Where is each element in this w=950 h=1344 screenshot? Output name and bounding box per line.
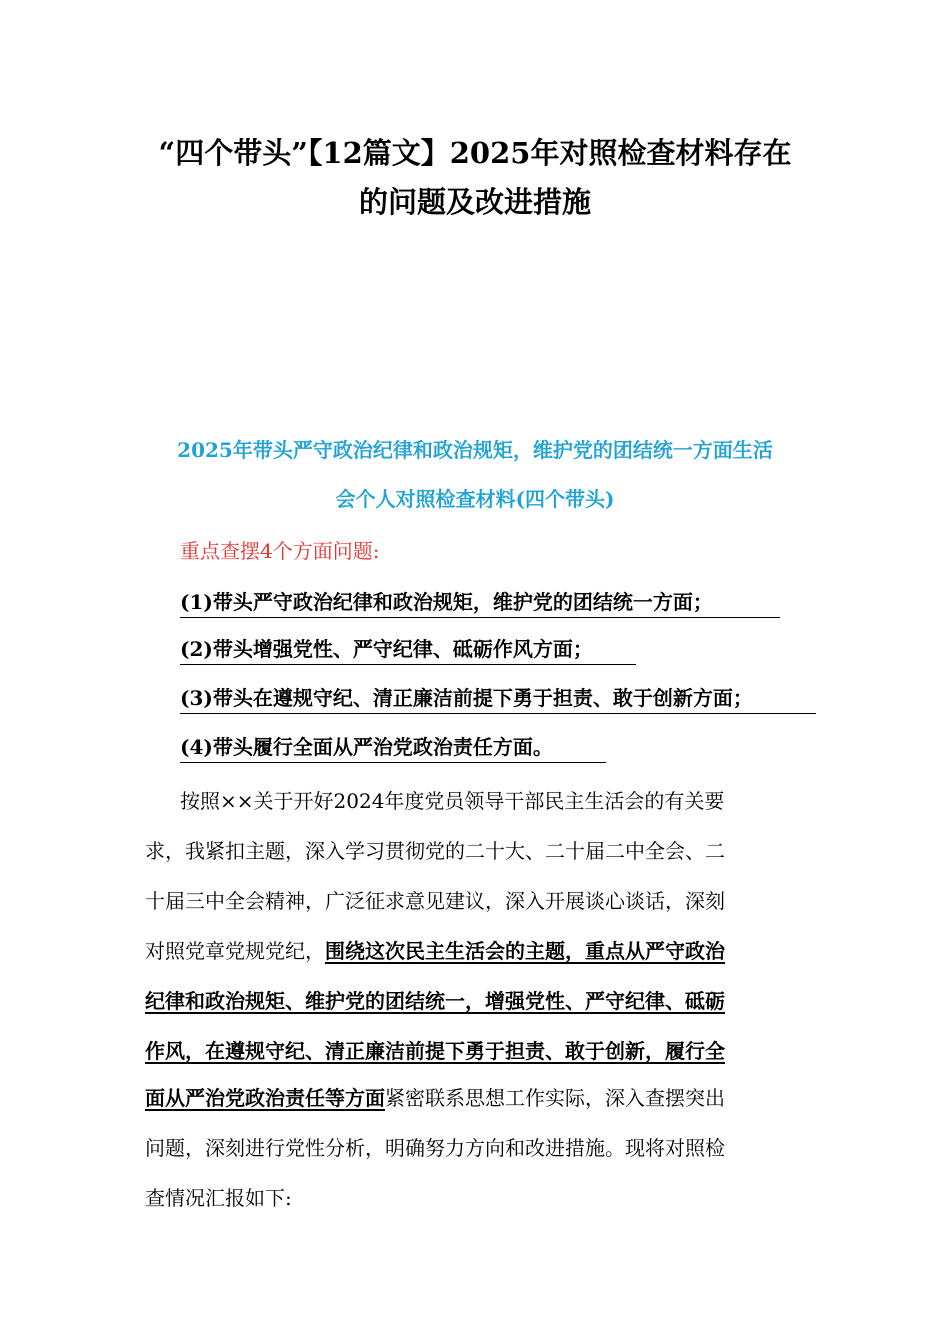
focus-heading: 重点查摆4个方面问题: (180, 539, 380, 563)
focus-item-1: (1)带头严守政治纪律和政治规矩，维护党的团结统一方面； (180, 587, 780, 618)
body-line-8: 问题，深刻进行党性分析，明确努力方向和改进措施。现将对照检 (145, 1136, 725, 1160)
body-line-5 (145, 986, 725, 1016)
body-line-7 (145, 1083, 725, 1113)
body-line-4-emphasis: 围绕这次民主生活会的主题，重点从严守政治 (325, 939, 725, 963)
body-line-7-plain: 紧密联系思想工作实际，深入查摆突出 (385, 1086, 725, 1110)
body-line-4 (145, 936, 725, 966)
body-line-3: 十届三中全会精神，广泛征求意见建议，深入开展谈心谈话，深刻 (145, 889, 725, 913)
body-line-4-plain: 对照党章党规党纪， (145, 939, 325, 963)
body-line-6 (145, 1036, 725, 1066)
body-line-6-emphasis: 作风，在遵规守纪、清正廉洁前提下勇于担责、敢于创新，履行全 (145, 1039, 725, 1063)
document-title-line-2: 的问题及改进措施 (358, 185, 591, 219)
document-title-line-1: “四个带头”【12篇文】2025年对照检查材料存在 (158, 136, 792, 170)
focus-item-3: (3)带头在遵规守纪、清正廉洁前提下勇于担责、敢于创新方面； (180, 683, 816, 714)
section-title-line-2: 会个人对照检查材料(四个带头) (335, 487, 615, 511)
focus-item-4: (4)带头履行全面从严治党政治责任方面。 (180, 732, 606, 763)
body-line-7-emphasis: 面从严治党政治责任等方面 (145, 1086, 385, 1110)
body-line-5-emphasis: 纪律和政治规矩、维护党的团结统一，增强党性、严守纪律、砥砺 (145, 989, 725, 1013)
body-line-9: 查情况汇报如下: (145, 1186, 292, 1210)
focus-item-2: (2)带头增强党性、严守纪律、砥砺作风方面； (180, 634, 636, 665)
body-line-1: 按照××关于开好2024年度党员领导干部民主生活会的有关要 (180, 789, 725, 813)
body-line-2: 求，我紧扣主题，深入学习贯彻党的二十大、二十届二中全会、二 (145, 839, 725, 863)
section-title-line-1: 2025年带头严守政治纪律和政治规矩，维护党的团结统一方面生活 (177, 438, 773, 462)
